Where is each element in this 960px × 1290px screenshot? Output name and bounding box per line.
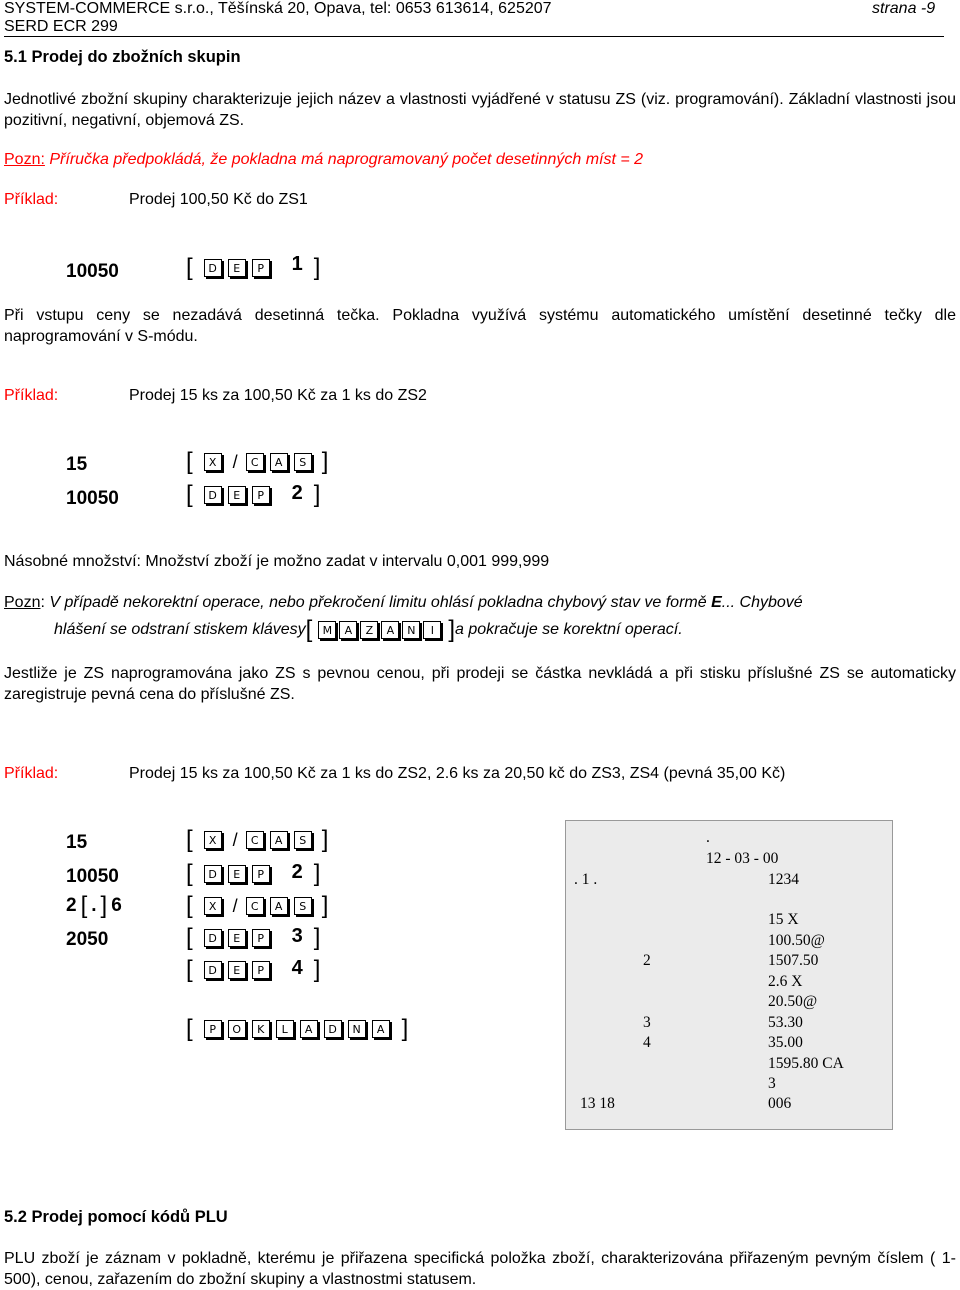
key-c[interactable]: C bbox=[246, 453, 264, 471]
slash: / bbox=[232, 829, 238, 850]
slash: / bbox=[232, 451, 238, 472]
key-o[interactable]: O bbox=[228, 1020, 246, 1038]
example-3-row3-keys bbox=[186, 894, 328, 918]
bracket-close: ] bbox=[313, 956, 321, 983]
bracket-close: ] bbox=[401, 1015, 409, 1042]
bracket-close: ] bbox=[321, 892, 329, 919]
example-2-x-sequence bbox=[186, 450, 328, 474]
key-a[interactable]: A bbox=[372, 1020, 390, 1038]
key-x[interactable]: X bbox=[204, 453, 222, 471]
bracket-open: [ bbox=[186, 892, 193, 919]
intro-paragraph: Jednotlivé zbožní skupiny charakterizuje jejich název a vlastnosti vyjádřené v statusu ZS (viz. programování). Základní vlastnosti jsou pozitivní, negativní, objemová ZS. bbox=[4, 91, 956, 129]
key-p[interactable]: P bbox=[252, 486, 270, 504]
section-5-2-title: 5.2 Prodej pomocí kódů PLU bbox=[4, 1208, 228, 1226]
receipt-qty-1: 15 X bbox=[768, 911, 799, 928]
key-d[interactable]: D bbox=[204, 865, 222, 883]
key-a[interactable]: A bbox=[300, 1020, 318, 1038]
receipt-left-num: . 1 . bbox=[574, 871, 598, 888]
example-1-key-sequence bbox=[186, 252, 321, 281]
receipt-operator: 006 bbox=[768, 1095, 792, 1112]
key-x[interactable]: X bbox=[204, 831, 222, 849]
qty-decimal: 6 bbox=[111, 895, 122, 916]
multiple-qty-text: Násobné množství: Množství zboží je možno zadat v intervalu 0,001 999,999 bbox=[4, 553, 550, 570]
example-3-row5-keys bbox=[186, 958, 320, 982]
receipt-date: 12 - 03 - 00 bbox=[706, 850, 779, 867]
receipt-zs-4: 4 bbox=[643, 1034, 651, 1051]
example-label-3: Příklad: bbox=[4, 765, 59, 782]
note2-line2-text-b: a pokračuje se korektní operací. bbox=[455, 621, 683, 638]
fixed-price-paragraph: Jestliže je ZS naprogramována jako ZS s pevnou cenou, při prodeji se částka nevkládá a při stisku příslušné ZS se automaticky zaregistruje pevná cena do příslušné ZS. bbox=[4, 665, 956, 703]
example-3-qty-2-6 bbox=[66, 894, 122, 918]
receipt-zs-2: 2 bbox=[643, 952, 651, 969]
receipt-time: 13 18 bbox=[580, 1095, 615, 1112]
receipt-qty-2: 2.6 X bbox=[768, 973, 803, 990]
example-2-qty: 15 bbox=[66, 454, 88, 475]
note-text: Příručka předpokládá, že pokladna má naprogramovaný počet desetinných míst = 2 bbox=[44, 151, 644, 168]
receipt-printout bbox=[565, 820, 893, 1130]
key-l[interactable]: L bbox=[276, 1020, 294, 1038]
note2-line2 bbox=[54, 618, 683, 642]
decimal-paragraph: Při vstupu ceny se nezadává desetinná tečka. Pokladna využívá systému automatického umístění desetinné tečky dle naprogramování v S-módu. bbox=[4, 307, 956, 345]
example-3-pokladna-keys bbox=[186, 1017, 408, 1041]
key-c[interactable]: C bbox=[246, 897, 264, 915]
key-m[interactable]: M bbox=[318, 621, 336, 639]
bracket-open: [ bbox=[186, 1015, 193, 1042]
key-a[interactable]: A bbox=[270, 831, 288, 849]
zs-digit: 4 bbox=[291, 956, 303, 979]
note2-colon: : bbox=[40, 594, 45, 611]
example-3-qty: 15 bbox=[66, 832, 88, 853]
zs-digit: 2 bbox=[291, 860, 303, 883]
receipt-amount-4: 35.00 bbox=[768, 1034, 803, 1051]
key-d[interactable]: D bbox=[204, 929, 222, 947]
bracket-close: ] bbox=[313, 481, 321, 508]
bracket-open: [ bbox=[305, 616, 313, 643]
key-e[interactable]: E bbox=[228, 259, 246, 277]
slash: / bbox=[232, 895, 238, 916]
note2-line1 bbox=[4, 594, 803, 612]
receipt-count: 3 bbox=[768, 1075, 776, 1092]
key-a[interactable]: A bbox=[270, 897, 288, 915]
key-d[interactable]: D bbox=[204, 486, 222, 504]
key-c[interactable]: C bbox=[246, 831, 264, 849]
key-x[interactable]: X bbox=[204, 897, 222, 915]
example-3-row2-keys bbox=[186, 862, 320, 886]
bracket-close: ] bbox=[313, 254, 321, 281]
note-line bbox=[4, 151, 643, 169]
key-n[interactable]: N bbox=[402, 621, 420, 639]
key-p[interactable]: P bbox=[252, 259, 270, 277]
example-2-title: Prodej 15 ks za 100,50 Kč za 1 ks do ZS2 bbox=[129, 387, 427, 404]
receipt-amount-2: 1507.50 bbox=[768, 952, 819, 969]
key-a[interactable]: A bbox=[270, 453, 288, 471]
key-p[interactable]: P bbox=[252, 929, 270, 947]
bracket-close: ] bbox=[100, 892, 108, 919]
bracket-close: ] bbox=[321, 826, 329, 853]
qty-integer: 2 bbox=[66, 895, 77, 916]
example-2-amount: 10050 bbox=[66, 488, 119, 509]
receipt-number: 1234 bbox=[768, 871, 799, 888]
header-company: SYSTEM-COMMERCE s.r.o., Těšínská 20, Opava, tel: 0653 613614, 625207 bbox=[4, 0, 552, 17]
key-a[interactable]: A bbox=[381, 621, 399, 639]
example-label-2: Příklad: bbox=[4, 387, 59, 404]
receipt-price-1: 100.50@ bbox=[768, 932, 825, 949]
note2-text-b: ... Chybové bbox=[721, 594, 803, 611]
header-page: strana -9 bbox=[872, 0, 936, 17]
receipt-amount-3: 53.30 bbox=[768, 1014, 803, 1031]
zs-digit: 2 bbox=[291, 481, 303, 504]
bracket-open: [ bbox=[186, 481, 193, 508]
example-3-title: Prodej 15 ks za 100,50 Kč za 1 ks do ZS2, 2.6 ks za 20,50 kč do ZS3, ZS4 (pevná 35,00 Kč) bbox=[129, 765, 786, 782]
key-d[interactable]: D bbox=[204, 259, 222, 277]
note2-error-code: E bbox=[711, 594, 722, 611]
bracket-open: [ bbox=[186, 860, 193, 887]
bracket-close: ] bbox=[321, 448, 329, 475]
decimal-dot-key[interactable]: . bbox=[91, 895, 97, 916]
receipt-dot: . bbox=[706, 829, 710, 846]
key-n[interactable]: N bbox=[348, 1020, 366, 1038]
receipt-total: 1595.80 CA bbox=[768, 1055, 844, 1072]
bracket-open: [ bbox=[186, 924, 193, 951]
key-p[interactable]: P bbox=[252, 865, 270, 883]
header-divider bbox=[4, 36, 944, 37]
zs-digit: 3 bbox=[291, 924, 303, 947]
zs-digit: 1 bbox=[291, 252, 303, 275]
receipt-price-2: 20.50@ bbox=[768, 993, 818, 1010]
key-d[interactable]: D bbox=[204, 961, 222, 979]
key-s[interactable]: S bbox=[294, 453, 312, 471]
example-2-dep-sequence bbox=[186, 483, 320, 507]
bracket-open: [ bbox=[186, 254, 193, 281]
section-5-1-title: 5.1 Prodej do zbožních skupin bbox=[4, 48, 241, 66]
key-s[interactable]: S bbox=[294, 831, 312, 849]
example-1-title: Prodej 100,50 Kč do ZS1 bbox=[129, 191, 308, 208]
bracket-open: [ bbox=[186, 448, 193, 475]
note-label: Pozn: bbox=[4, 151, 45, 168]
note2-text-a: V případě nekorektní operace, nebo překročení limitu ohlásí pokladna chybový stav ve formě bbox=[44, 594, 712, 611]
example-label-1: Příklad: bbox=[4, 191, 59, 208]
example-3-amount-4: 2050 bbox=[66, 929, 109, 950]
key-i[interactable]: I bbox=[423, 621, 441, 639]
key-k[interactable]: K bbox=[252, 1020, 270, 1038]
key-e[interactable]: E bbox=[228, 961, 246, 979]
header-model: SERD ECR 299 bbox=[4, 18, 118, 35]
bracket-close: ] bbox=[448, 616, 456, 643]
example-3-amount-2: 10050 bbox=[66, 866, 119, 887]
example-1-amount: 10050 bbox=[66, 261, 119, 282]
bracket-open: [ bbox=[186, 956, 193, 983]
note2-line2-text-a: hlášení se odstraní stiskem klávesy bbox=[54, 621, 306, 638]
bracket-close: ] bbox=[313, 924, 321, 951]
bracket-open: [ bbox=[80, 892, 88, 919]
key-d[interactable]: D bbox=[324, 1020, 342, 1038]
note2-label: Pozn bbox=[4, 594, 41, 611]
example-3-row1-keys bbox=[186, 828, 328, 852]
key-p[interactable]: P bbox=[204, 1020, 222, 1038]
key-e[interactable]: E bbox=[228, 486, 246, 504]
receipt-zs-3: 3 bbox=[643, 1014, 651, 1031]
example-3-row4-keys bbox=[186, 926, 320, 950]
key-z[interactable]: Z bbox=[360, 621, 378, 639]
bracket-open: [ bbox=[186, 826, 193, 853]
bracket-close: ] bbox=[313, 860, 321, 887]
plu-paragraph: PLU zboží je záznam v pokladně, kterému je přiřazena specifická položka zboží, charakterizována přiřazeným pevným číslem ( 1-500), cenou, zařazením do zbožní skupiny a vlastnostmi statusem. bbox=[4, 1250, 956, 1288]
key-e[interactable]: E bbox=[228, 929, 246, 947]
key-s[interactable]: S bbox=[294, 897, 312, 915]
key-e[interactable]: E bbox=[228, 865, 246, 883]
key-p[interactable]: P bbox=[252, 961, 270, 979]
key-a[interactable]: A bbox=[339, 621, 357, 639]
